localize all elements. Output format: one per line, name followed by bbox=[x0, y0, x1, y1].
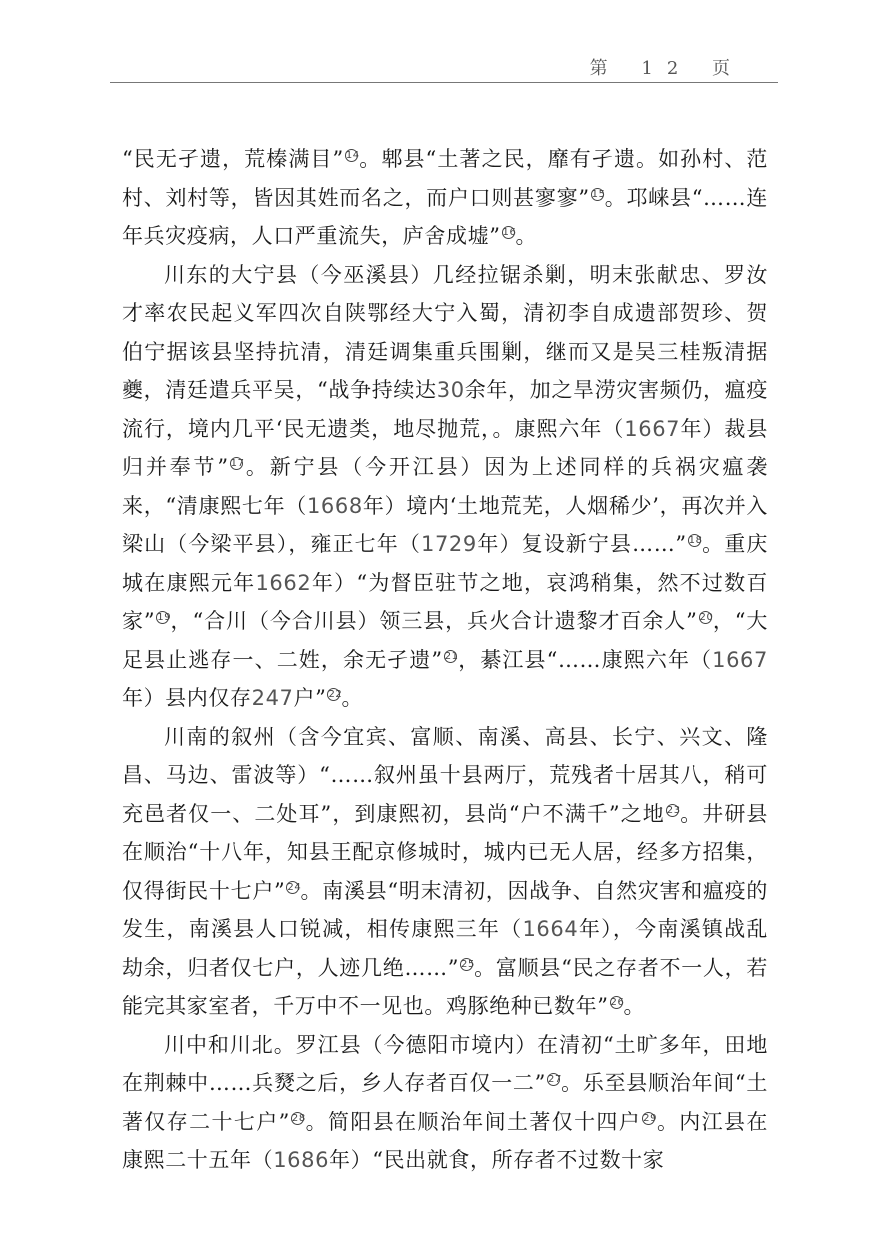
text-run: 。南溪县“明末清初，因战争、自然灾害和瘟疫的发生，南溪县人口锐减，相传康熙三年（ bbox=[122, 878, 768, 941]
text-run: 。重庆城在康熙元年 bbox=[122, 532, 768, 595]
footnote-marker: 22 bbox=[328, 689, 343, 700]
text-run: 。新宁县（今开江县）因为上述同样的兵祸灾瘟袭来，“清康熙七年（ bbox=[122, 455, 768, 518]
year-number: 1667 bbox=[624, 416, 681, 441]
paragraph bbox=[122, 718, 768, 1026]
text-run: 年）境内‘土地荒芜，人烟稀少’，再次并入梁山（今梁平县），雍正七年（ bbox=[122, 493, 768, 556]
paragraph bbox=[122, 140, 768, 256]
text-run: 年）“民出就食，所存者不过数十家 bbox=[329, 1148, 665, 1172]
text-run: 川中和川北。罗江县（今德阳市境内）在清初“土旷多年，田地在荆棘中……兵燹之后，乡人存者百仅一二” bbox=[122, 1032, 768, 1095]
text-run: 户” bbox=[293, 686, 327, 710]
text-run: 。郫县“土著之民，靡有孑遗。如孙村、范村、刘村等，皆因其姓而名之，而户口则甚寥寥” bbox=[122, 147, 768, 210]
footnote-marker: 19 bbox=[157, 612, 172, 623]
year-number: 247 bbox=[251, 686, 294, 710]
text-run: 年）复设新宁县……” bbox=[476, 532, 687, 556]
body-text bbox=[122, 140, 768, 1180]
footnote-marker: 20 bbox=[699, 612, 714, 623]
text-run: 。简阳县在顺治年间土著仅十四户 bbox=[304, 1109, 642, 1134]
text-run: 。 bbox=[341, 686, 364, 710]
text-run: 。邛崃县“……连年兵灾疫病，人口严重流失，庐舍成墟” bbox=[122, 185, 768, 248]
footnote-marker: 18 bbox=[688, 535, 703, 546]
page-number: 第 12 页 bbox=[589, 58, 744, 79]
text-run: 。井研县在顺治“十八年，知县王配京修城时，城内已无人居，经多方招集，仅得街民十七户” bbox=[122, 801, 768, 903]
text-run: “民无孑遗，荒榛满目” bbox=[122, 147, 344, 171]
year-number: 1686 bbox=[273, 1148, 330, 1172]
text-run: 。 bbox=[623, 994, 646, 1018]
year-number: 1662 bbox=[255, 570, 312, 595]
text-run: 。内江县在康熙二十五年（ bbox=[122, 1109, 769, 1172]
footnote-marker: 17 bbox=[230, 458, 245, 469]
text-run: 川东的大宁县（今巫溪县）几经拉锯杀剿，明末张献忠、罗汝才率农民起义军四次自陕鄂经大宁入蜀，清初李自成遗部贺珍、贺伯宁据该县坚持抗清，清廷调集重兵围剿，继而又是吴三桂叛清据夔，清廷遣兵平吴，“战争持续达 bbox=[122, 262, 768, 402]
paragraph bbox=[122, 256, 768, 718]
footnote-marker: 16 bbox=[502, 227, 517, 238]
year-number: 1668 bbox=[306, 493, 363, 518]
text-run: 。乐至县顺治年间“土著仅存二十七户” bbox=[122, 1071, 768, 1134]
text-run: 。富顺县“民之存者不一人，若能完其家室者，千万中不一见也。鸡豚绝种已数年” bbox=[122, 955, 768, 1018]
footnote-marker: 26 bbox=[610, 997, 625, 1008]
page-header bbox=[110, 50, 778, 82]
footnote-marker: 25 bbox=[461, 958, 475, 970]
footnote-marker: 23 bbox=[666, 804, 681, 816]
year-number: 1729 bbox=[421, 532, 477, 556]
footnote-marker: 24 bbox=[287, 881, 302, 893]
text-run: ，綦江县“……康熙六年（ bbox=[457, 647, 713, 672]
header-rule bbox=[110, 82, 778, 83]
text-run: 川南的叙州（含今宜宾、富顺、南溪、高县、长宁、兴文、隆昌、马边、雷波等）“……叙州虽十县两厅，荒残者十居其八，稍可充邑者仅一、二处耳”，到康熙初，县尚“户不满千”之地 bbox=[122, 724, 768, 826]
footnote-marker: 29 bbox=[643, 1112, 658, 1124]
footnote-marker: 27 bbox=[548, 1074, 562, 1085]
text-run: ，“大足县止逃存一、二姓，余无孑遗” bbox=[122, 609, 768, 672]
footnote-marker: 15 bbox=[591, 188, 606, 200]
text-run: 年）裁县归并奉节” bbox=[122, 416, 768, 479]
text-run: 年）“为督臣驻节之地，哀鸿稍集，然不过数百家” bbox=[122, 570, 768, 633]
text-run: 年）县内仅存 bbox=[122, 686, 252, 710]
paragraph bbox=[122, 1026, 768, 1180]
text-run: 余年，加之旱涝灾害频仍，瘟疫流行，境内几平‘民无遗类，地尽抛荒，。康熙六年（ bbox=[122, 378, 768, 441]
year-number: 1667 bbox=[712, 647, 768, 672]
text-run: ，“合川（今合川县）领三县，兵火合计遗黎才百余人” bbox=[170, 609, 698, 633]
footnote-marker: 14 bbox=[345, 150, 360, 161]
year-number: 1664 bbox=[522, 917, 579, 941]
text-run: 。 bbox=[515, 224, 538, 248]
text-run: 年），今南溪镇战乱劫余，归者仅七户，人迹几绝……” bbox=[122, 917, 768, 980]
footnote-marker: 21 bbox=[444, 650, 459, 662]
year-number: 30 bbox=[436, 378, 465, 402]
footnote-marker: 28 bbox=[291, 1112, 306, 1124]
